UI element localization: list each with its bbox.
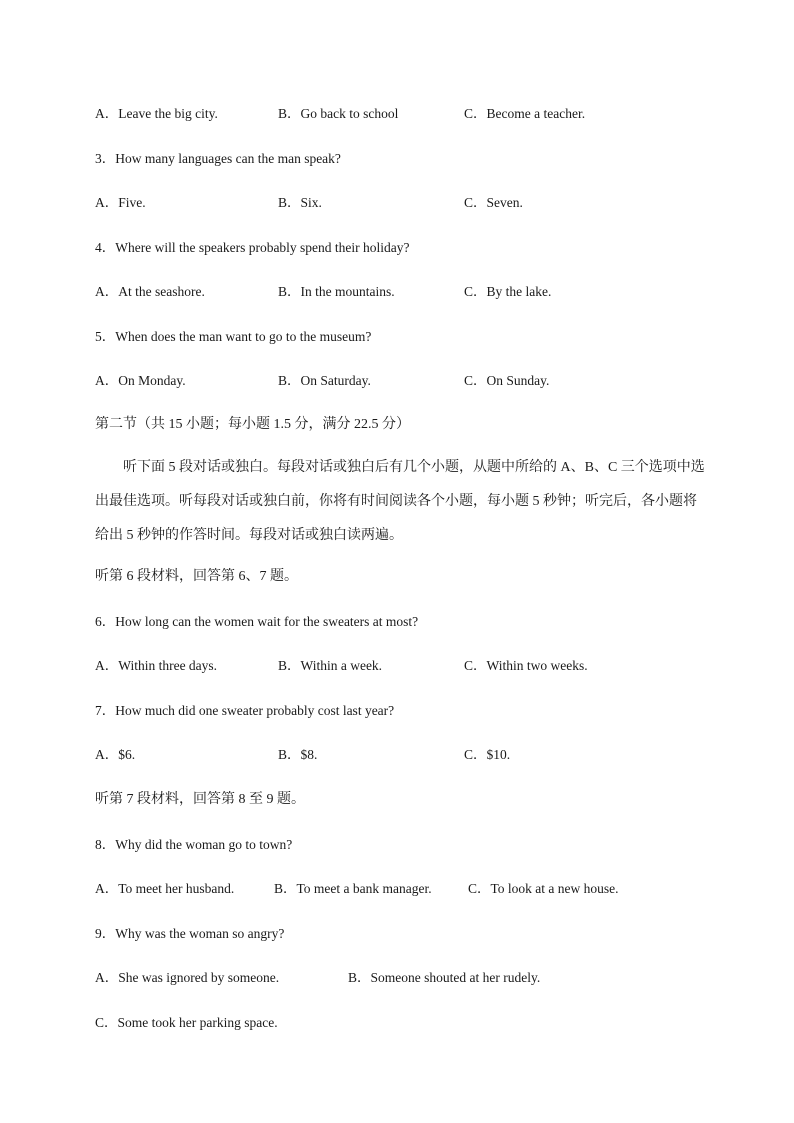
q2-option-b: B．Go back to school [278,106,399,121]
q3-option-b: B．Six. [278,195,322,210]
q7-stem: 7．How much did one sweater probably cost last year? [95,703,395,718]
q5-option-c: C．On Sunday. [464,373,550,388]
q3-stem: 3．How many languages can the man speak? [95,151,341,166]
section-heading: 第二节（共 15 小题；每小题 1.5 分，满分 22.5 分） [95,417,410,432]
q6-stem: 6．How long can the women wait for the sweaters at most? [95,614,419,629]
q5-option-a: A．On Monday. [95,373,186,388]
q7-option-a: A．$6. [95,747,136,762]
q5-option-b: B．On Saturday. [278,373,371,388]
q7-option-b: B．$8. [278,747,318,762]
q2-option-a: A．Leave the big city. [95,106,218,121]
q8-stem: 8．Why did the woman go to town? [95,837,293,852]
q3-option-c: C．Seven. [464,195,523,210]
q6-option-a: A．Within three days. [95,658,218,673]
q7-option-c: C．$10. [464,747,511,762]
q4-stem: 4．Where will the speakers probably spend their holiday? [95,240,410,255]
q9-stem: 9．Why was the woman so angry? [95,926,285,941]
q8-option-b: B．To meet a bank manager. [274,881,432,896]
q8-option-a: A．To meet her husband. [95,881,235,896]
q2-option-c: C．Become a teacher. [464,106,586,121]
section-instructions: 听下面 5 段对话或独白。每段对话或独白后有几个小题，从题中所给的 A、B、C 三个选项中选出最佳选项。听每段对话或独白前，你将有时间阅读各个小题，每小题 5 秒钟；听完后，各小题将给出 5 秒钟的作答时间。每段对话或独白读两遍。 [95,460,705,543]
q4-option-a: A．At the seashore. [95,284,205,299]
q9-option-c: C．Some took her parking space. [95,1015,278,1030]
q4-option-c: C．By the lake. [464,284,552,299]
material-6-heading: 听第 6 段材料，回答第 6、7 题。 [95,569,298,584]
q3-option-a: A．Five. [95,195,146,210]
q5-stem: 5．When does the man want to go to the museum? [95,329,372,344]
material-7-heading: 听第 7 段材料，回答第 8 至 9 题。 [95,792,305,807]
q8-option-c: C．To look at a new house. [468,881,619,896]
q9-option-b: B．Someone shouted at her rudely. [348,970,541,985]
q6-option-b: B．Within a week. [278,658,383,673]
q9-option-a: A．She was ignored by someone. [95,970,280,985]
q6-option-c: C．Within two weeks. [464,658,588,673]
q4-option-b: B．In the mountains. [278,284,395,299]
